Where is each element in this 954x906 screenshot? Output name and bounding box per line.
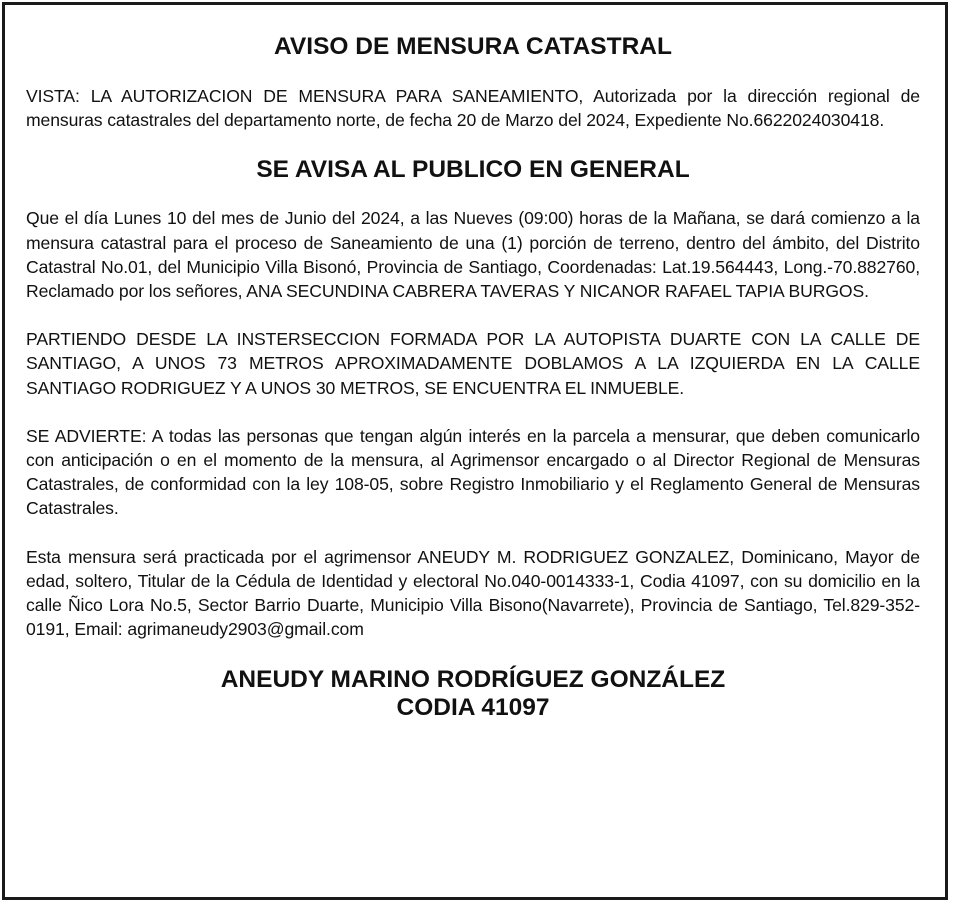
directions-paragraph: PARTIENDO DESDE LA INSTERSECCION FORMADA POR LA AUTOPISTA DUARTE CON LA CALLE DE SANTIAGO, A UNOS 73 METROS APROXIMADAMENTE DOBLAMOS A LA IZQUIERDA EN LA CALLE SANTIAGO RODRIGUEZ Y A UNOS 30 METROS, SE ENCUENTRA EL INMUEBLE. <box>26 329 920 398</box>
schedule-paragraph: Que el día Lunes 10 del mes de Junio del 2024, a las Nueves (09:00) horas de la Mañana, se dará comienzo a la mensura catastral para el proceso de Saneamiento de una (1) porción de terreno, dentro del ámbito, del Distrito Catastral No.01, del Municipio Villa Bisonó, Provincia de Santiago, Coordenadas: Lat.19.564443, Long.-70.882760, Reclamado por los señores, ANA SECUNDINA CABRERA TAVERAS Y NICANOR RAFAEL TAPIA BURGOS. <box>26 208 920 302</box>
surveyor-paragraph: Esta mensura será practicada por el agrimensor ANEUDY M. RODRIGUEZ GONZALEZ, Dominicano, Mayor de edad, soltero, Titular de la Cédula de Identidad y electoral No.040-0014333-1, Codia 41097, con su domicilio en la calle Ñico Lora No.5, Sector Barrio Duarte, Municipio Villa Bisono(Navarrete), Provincia de Santiago, Tel.829-352-0191, Email: agrimaneudy2903@gmail.com <box>26 546 920 640</box>
notice-subtitle: SE AVISA AL PUBLICO EN GENERAL <box>256 156 690 184</box>
signature-block <box>26 666 920 722</box>
intro-paragraph: VISTA: LA AUTORIZACION DE MENSURA PARA SANEAMIENTO, Autorizada por la dirección regional de mensuras catastrales del departamento norte, de fecha 20 de Marzo del 2024, Expediente No.6622024030418. <box>26 86 920 131</box>
notice-box <box>2 2 948 900</box>
warning-paragraph: SE ADVIERTE: A todas las personas que tengan algún interés en la parcela a mensurar, que deben comunicarlo con anticipación o en el momento de la mensura, al Agrimensor encargado o al Director Regional de Mensuras Catastrales, de conformidad con la ley 108-05, sobre Registro Inmobiliario y el Reglamento General de Mensuras Catastrales. <box>26 425 920 519</box>
notice-title: AVISO DE MENSURA CATASTRAL <box>274 33 672 60</box>
signature-codia: CODIA 41097 <box>396 694 550 722</box>
signature-name: ANEUDY MARINO RODRÍGUEZ GONZÁLEZ <box>220 666 726 694</box>
